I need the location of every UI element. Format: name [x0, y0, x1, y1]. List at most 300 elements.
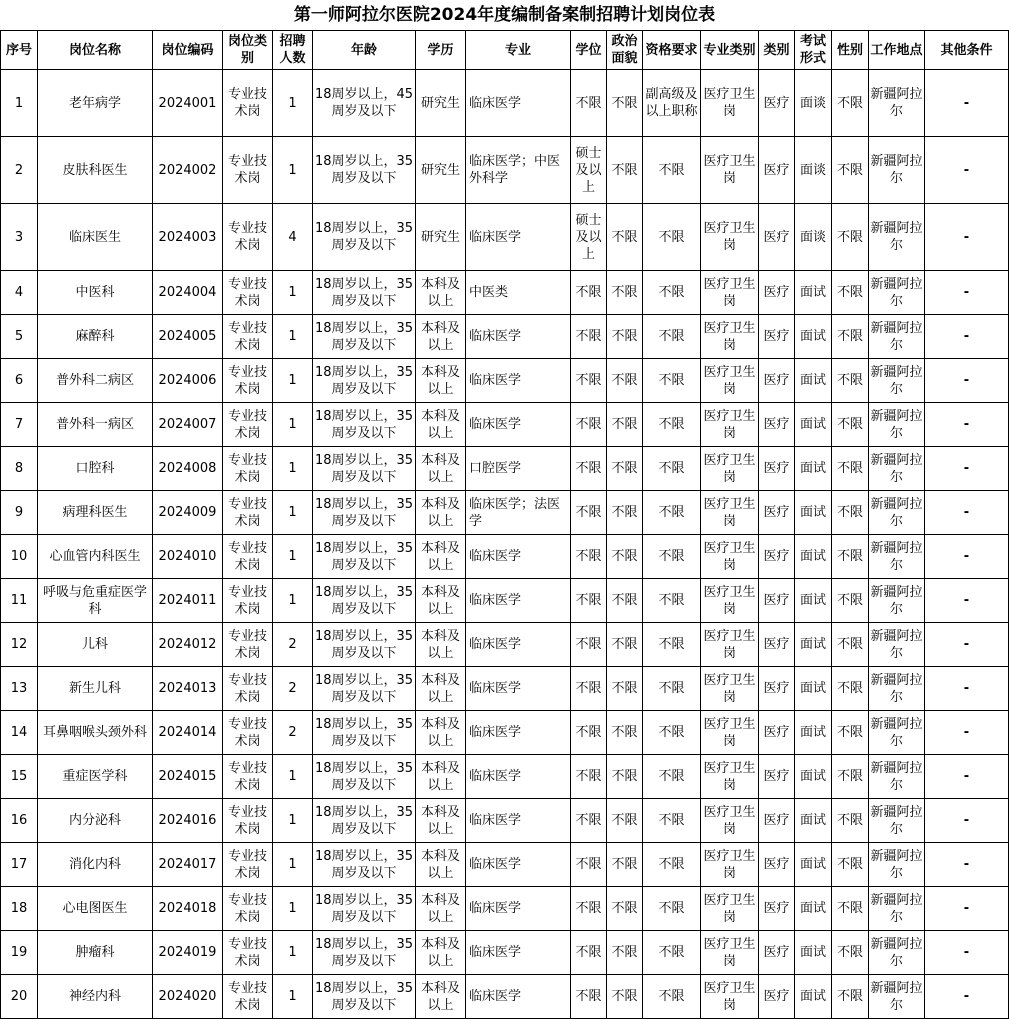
cell-major-category: 医疗卫生岗	[701, 447, 759, 491]
cell-qualification: 不限	[643, 931, 701, 975]
cell-index: 14	[1, 711, 38, 755]
cell-age: 18周岁以上，35周岁及以下	[313, 931, 416, 975]
cell-position-name: 麻醉科	[38, 315, 153, 359]
cell-political-status: 不限	[607, 755, 643, 799]
cell-position-code: 2024015	[153, 755, 223, 799]
cell-exam-form: 面试	[795, 711, 832, 755]
table-row	[1, 137, 1009, 204]
cell-other-conditions: -	[925, 799, 1009, 843]
cell-position-type: 专业技术岗	[223, 403, 273, 447]
cell-headcount: 1	[273, 137, 313, 204]
cell-qualification: 不限	[643, 315, 701, 359]
cell-exam-form: 面谈	[795, 204, 832, 271]
cell-index: 4	[1, 271, 38, 315]
cell-political-status: 不限	[607, 271, 643, 315]
col-header-gender: 性别	[832, 31, 869, 70]
cell-position-code: 2024017	[153, 843, 223, 887]
cell-age: 18周岁以上，35周岁及以下	[313, 667, 416, 711]
cell-category: 医疗	[759, 491, 795, 535]
cell-position-type: 专业技术岗	[223, 271, 273, 315]
cell-position-code: 2024012	[153, 623, 223, 667]
cell-headcount: 1	[273, 271, 313, 315]
col-header-political-status: 政治面貌	[607, 31, 643, 70]
cell-headcount: 2	[273, 623, 313, 667]
cell-gender: 不限	[832, 204, 869, 271]
cell-major-category: 医疗卫生岗	[701, 711, 759, 755]
cell-age: 18周岁以上，35周岁及以下	[313, 491, 416, 535]
col-header-category: 类别	[759, 31, 795, 70]
cell-position-type: 专业技术岗	[223, 887, 273, 931]
cell-major-category: 医疗卫生岗	[701, 403, 759, 447]
cell-other-conditions: -	[925, 70, 1009, 137]
cell-degree: 不限	[571, 535, 607, 579]
cell-exam-form: 面试	[795, 491, 832, 535]
col-header-exam-form: 考试形式	[795, 31, 832, 70]
cell-political-status: 不限	[607, 137, 643, 204]
cell-index: 20	[1, 975, 38, 1019]
cell-position-name: 病理科医生	[38, 491, 153, 535]
cell-major: 临床医学；中医外科学	[466, 137, 571, 204]
cell-position-name: 重症医学科	[38, 755, 153, 799]
cell-headcount: 1	[273, 403, 313, 447]
cell-position-code: 2024013	[153, 667, 223, 711]
cell-headcount: 1	[273, 579, 313, 623]
col-header-headcount: 招聘人数	[273, 31, 313, 70]
cell-work-location: 新疆阿拉尔	[869, 975, 925, 1019]
cell-category: 医疗	[759, 579, 795, 623]
cell-major: 临床医学	[466, 359, 571, 403]
cell-headcount: 1	[273, 887, 313, 931]
cell-gender: 不限	[832, 447, 869, 491]
cell-age: 18周岁以上，35周岁及以下	[313, 623, 416, 667]
cell-position-name: 神经内科	[38, 975, 153, 1019]
cell-other-conditions: -	[925, 359, 1009, 403]
cell-index: 10	[1, 535, 38, 579]
cell-position-name: 呼吸与危重症医学科	[38, 579, 153, 623]
cell-major-category: 医疗卫生岗	[701, 535, 759, 579]
table-row	[1, 667, 1009, 711]
cell-position-name: 肿瘤科	[38, 931, 153, 975]
cell-age: 18周岁以上，35周岁及以下	[313, 843, 416, 887]
cell-other-conditions: -	[925, 271, 1009, 315]
cell-education: 本科及以上	[416, 975, 466, 1019]
cell-degree: 不限	[571, 315, 607, 359]
cell-headcount: 2	[273, 667, 313, 711]
cell-gender: 不限	[832, 799, 869, 843]
cell-major-category: 医疗卫生岗	[701, 579, 759, 623]
cell-index: 9	[1, 491, 38, 535]
cell-degree: 硕士及以上	[571, 204, 607, 271]
cell-other-conditions: -	[925, 623, 1009, 667]
cell-position-type: 专业技术岗	[223, 70, 273, 137]
cell-qualification: 不限	[643, 137, 701, 204]
cell-major-category: 医疗卫生岗	[701, 975, 759, 1019]
cell-position-type: 专业技术岗	[223, 137, 273, 204]
cell-position-code: 2024002	[153, 137, 223, 204]
cell-major-category: 医疗卫生岗	[701, 491, 759, 535]
cell-education: 本科及以上	[416, 491, 466, 535]
cell-education: 本科及以上	[416, 711, 466, 755]
table-row	[1, 799, 1009, 843]
col-header-position-name: 岗位名称	[38, 31, 153, 70]
cell-political-status: 不限	[607, 667, 643, 711]
cell-age: 18周岁以上，35周岁及以下	[313, 799, 416, 843]
cell-exam-form: 面谈	[795, 70, 832, 137]
cell-degree: 不限	[571, 975, 607, 1019]
cell-position-name: 儿科	[38, 623, 153, 667]
cell-category: 医疗	[759, 887, 795, 931]
cell-work-location: 新疆阿拉尔	[869, 843, 925, 887]
cell-gender: 不限	[832, 491, 869, 535]
cell-qualification: 不限	[643, 403, 701, 447]
cell-age: 18周岁以上，35周岁及以下	[313, 315, 416, 359]
cell-headcount: 1	[273, 359, 313, 403]
table-row	[1, 403, 1009, 447]
col-header-index: 序号	[1, 31, 38, 70]
cell-political-status: 不限	[607, 535, 643, 579]
cell-index: 15	[1, 755, 38, 799]
cell-education: 本科及以上	[416, 271, 466, 315]
cell-other-conditions: -	[925, 579, 1009, 623]
cell-education: 本科及以上	[416, 931, 466, 975]
cell-work-location: 新疆阿拉尔	[869, 271, 925, 315]
cell-other-conditions: -	[925, 491, 1009, 535]
cell-position-code: 2024004	[153, 271, 223, 315]
cell-major-category: 医疗卫生岗	[701, 931, 759, 975]
cell-headcount: 1	[273, 70, 313, 137]
cell-major: 临床医学	[466, 975, 571, 1019]
cell-headcount: 1	[273, 535, 313, 579]
cell-work-location: 新疆阿拉尔	[869, 579, 925, 623]
cell-major-category: 医疗卫生岗	[701, 315, 759, 359]
cell-position-type: 专业技术岗	[223, 667, 273, 711]
cell-age: 18周岁以上，35周岁及以下	[313, 137, 416, 204]
cell-gender: 不限	[832, 403, 869, 447]
cell-major-category: 医疗卫生岗	[701, 667, 759, 711]
cell-education: 本科及以上	[416, 843, 466, 887]
cell-age: 18周岁以上，35周岁及以下	[313, 403, 416, 447]
cell-category: 医疗	[759, 271, 795, 315]
cell-position-name: 心电图医生	[38, 887, 153, 931]
table-row	[1, 755, 1009, 799]
cell-index: 6	[1, 359, 38, 403]
table-row	[1, 711, 1009, 755]
cell-political-status: 不限	[607, 931, 643, 975]
cell-education: 本科及以上	[416, 887, 466, 931]
cell-political-status: 不限	[607, 579, 643, 623]
cell-work-location: 新疆阿拉尔	[869, 70, 925, 137]
cell-exam-form: 面试	[795, 447, 832, 491]
cell-position-type: 专业技术岗	[223, 447, 273, 491]
cell-index: 16	[1, 799, 38, 843]
cell-gender: 不限	[832, 843, 869, 887]
cell-position-code: 2024006	[153, 359, 223, 403]
cell-category: 医疗	[759, 204, 795, 271]
cell-work-location: 新疆阿拉尔	[869, 667, 925, 711]
cell-work-location: 新疆阿拉尔	[869, 799, 925, 843]
cell-education: 本科及以上	[416, 799, 466, 843]
cell-age: 18周岁以上，35周岁及以下	[313, 271, 416, 315]
cell-position-name: 心血管内科医生	[38, 535, 153, 579]
col-header-other-conditions: 其他条件	[925, 31, 1009, 70]
cell-position-name: 临床医生	[38, 204, 153, 271]
table-row	[1, 315, 1009, 359]
cell-degree: 不限	[571, 887, 607, 931]
table-row	[1, 535, 1009, 579]
cell-position-type: 专业技术岗	[223, 799, 273, 843]
cell-gender: 不限	[832, 271, 869, 315]
cell-other-conditions: -	[925, 535, 1009, 579]
col-header-work-location: 工作地点	[869, 31, 925, 70]
cell-major-category: 医疗卫生岗	[701, 70, 759, 137]
cell-major: 中医类	[466, 271, 571, 315]
cell-major: 临床医学	[466, 403, 571, 447]
cell-headcount: 1	[273, 491, 313, 535]
cell-major: 临床医学	[466, 623, 571, 667]
cell-headcount: 1	[273, 315, 313, 359]
cell-index: 7	[1, 403, 38, 447]
cell-age: 18周岁以上，35周岁及以下	[313, 204, 416, 271]
cell-index: 13	[1, 667, 38, 711]
cell-qualification: 副高级及以上职称	[643, 70, 701, 137]
cell-index: 2	[1, 137, 38, 204]
cell-major: 临床医学	[466, 843, 571, 887]
cell-qualification: 不限	[643, 447, 701, 491]
cell-category: 医疗	[759, 931, 795, 975]
cell-category: 医疗	[759, 447, 795, 491]
cell-position-name: 消化内科	[38, 843, 153, 887]
cell-major-category: 医疗卫生岗	[701, 755, 759, 799]
cell-major-category: 医疗卫生岗	[701, 137, 759, 204]
cell-major: 临床医学	[466, 711, 571, 755]
cell-gender: 不限	[832, 535, 869, 579]
cell-political-status: 不限	[607, 623, 643, 667]
cell-exam-form: 面试	[795, 755, 832, 799]
cell-other-conditions: -	[925, 843, 1009, 887]
cell-position-type: 专业技术岗	[223, 315, 273, 359]
cell-education: 本科及以上	[416, 755, 466, 799]
cell-gender: 不限	[832, 623, 869, 667]
cell-degree: 不限	[571, 623, 607, 667]
cell-other-conditions: -	[925, 711, 1009, 755]
cell-position-name: 普外科一病区	[38, 403, 153, 447]
table-row	[1, 359, 1009, 403]
table-row	[1, 623, 1009, 667]
cell-index: 1	[1, 70, 38, 137]
cell-degree: 不限	[571, 579, 607, 623]
cell-position-name: 内分泌科	[38, 799, 153, 843]
cell-political-status: 不限	[607, 70, 643, 137]
col-header-major: 专业	[466, 31, 571, 70]
cell-qualification: 不限	[643, 271, 701, 315]
cell-political-status: 不限	[607, 359, 643, 403]
cell-position-type: 专业技术岗	[223, 359, 273, 403]
cell-education: 研究生	[416, 137, 466, 204]
cell-gender: 不限	[832, 711, 869, 755]
cell-major: 口腔医学	[466, 447, 571, 491]
cell-major-category: 医疗卫生岗	[701, 623, 759, 667]
col-header-qualification: 资格要求	[643, 31, 701, 70]
cell-major: 临床医学	[466, 579, 571, 623]
col-header-education: 学历	[416, 31, 466, 70]
cell-position-code: 2024016	[153, 799, 223, 843]
cell-position-type: 专业技术岗	[223, 755, 273, 799]
cell-category: 医疗	[759, 70, 795, 137]
cell-exam-form: 面试	[795, 623, 832, 667]
cell-degree: 不限	[571, 799, 607, 843]
cell-headcount: 1	[273, 799, 313, 843]
cell-gender: 不限	[832, 579, 869, 623]
cell-qualification: 不限	[643, 711, 701, 755]
cell-political-status: 不限	[607, 491, 643, 535]
cell-work-location: 新疆阿拉尔	[869, 447, 925, 491]
cell-gender: 不限	[832, 755, 869, 799]
cell-exam-form: 面试	[795, 931, 832, 975]
cell-age: 18周岁以上，35周岁及以下	[313, 359, 416, 403]
cell-position-code: 2024018	[153, 887, 223, 931]
cell-work-location: 新疆阿拉尔	[869, 359, 925, 403]
cell-position-type: 专业技术岗	[223, 204, 273, 271]
cell-work-location: 新疆阿拉尔	[869, 491, 925, 535]
table-row	[1, 843, 1009, 887]
cell-major: 临床医学	[466, 931, 571, 975]
cell-major-category: 医疗卫生岗	[701, 887, 759, 931]
cell-age: 18周岁以上，45周岁及以下	[313, 70, 416, 137]
cell-category: 医疗	[759, 359, 795, 403]
cell-work-location: 新疆阿拉尔	[869, 535, 925, 579]
cell-gender: 不限	[832, 137, 869, 204]
cell-qualification: 不限	[643, 799, 701, 843]
cell-degree: 不限	[571, 711, 607, 755]
cell-qualification: 不限	[643, 623, 701, 667]
table-row	[1, 579, 1009, 623]
cell-position-code: 2024014	[153, 711, 223, 755]
cell-education: 本科及以上	[416, 667, 466, 711]
table-body	[1, 70, 1009, 1019]
cell-work-location: 新疆阿拉尔	[869, 403, 925, 447]
cell-degree: 不限	[571, 403, 607, 447]
cell-work-location: 新疆阿拉尔	[869, 887, 925, 931]
table-row	[1, 447, 1009, 491]
cell-work-location: 新疆阿拉尔	[869, 204, 925, 271]
cell-category: 医疗	[759, 667, 795, 711]
cell-other-conditions: -	[925, 887, 1009, 931]
cell-qualification: 不限	[643, 843, 701, 887]
cell-category: 医疗	[759, 799, 795, 843]
cell-position-name: 老年病学	[38, 70, 153, 137]
cell-qualification: 不限	[643, 359, 701, 403]
cell-qualification: 不限	[643, 975, 701, 1019]
cell-headcount: 1	[273, 447, 313, 491]
cell-political-status: 不限	[607, 711, 643, 755]
cell-category: 医疗	[759, 711, 795, 755]
cell-position-type: 专业技术岗	[223, 711, 273, 755]
cell-category: 医疗	[759, 535, 795, 579]
cell-political-status: 不限	[607, 447, 643, 491]
cell-qualification: 不限	[643, 579, 701, 623]
cell-education: 本科及以上	[416, 535, 466, 579]
col-header-position-type: 岗位类别	[223, 31, 273, 70]
cell-major-category: 医疗卫生岗	[701, 843, 759, 887]
cell-political-status: 不限	[607, 843, 643, 887]
cell-other-conditions: -	[925, 755, 1009, 799]
cell-index: 18	[1, 887, 38, 931]
cell-other-conditions: -	[925, 975, 1009, 1019]
cell-political-status: 不限	[607, 887, 643, 931]
cell-other-conditions: -	[925, 137, 1009, 204]
cell-degree: 不限	[571, 843, 607, 887]
cell-gender: 不限	[832, 931, 869, 975]
cell-major: 临床医学	[466, 315, 571, 359]
cell-exam-form: 面试	[795, 667, 832, 711]
cell-other-conditions: -	[925, 315, 1009, 359]
cell-degree: 不限	[571, 667, 607, 711]
cell-position-code: 2024010	[153, 535, 223, 579]
cell-qualification: 不限	[643, 667, 701, 711]
cell-position-code: 2024005	[153, 315, 223, 359]
cell-education: 本科及以上	[416, 623, 466, 667]
cell-major: 临床医学	[466, 204, 571, 271]
table-row	[1, 931, 1009, 975]
cell-position-type: 专业技术岗	[223, 579, 273, 623]
cell-age: 18周岁以上，35周岁及以下	[313, 887, 416, 931]
col-header-major-category: 专业类别	[701, 31, 759, 70]
col-header-position-code: 岗位编码	[153, 31, 223, 70]
recruitment-table	[0, 30, 1009, 1019]
cell-age: 18周岁以上，35周岁及以下	[313, 447, 416, 491]
page-title: 第一师阿拉尔医院2024年度编制备案制招聘计划岗位表	[293, 5, 716, 25]
cell-exam-form: 面试	[795, 271, 832, 315]
cell-index: 19	[1, 931, 38, 975]
cell-degree: 不限	[571, 755, 607, 799]
cell-position-type: 专业技术岗	[223, 931, 273, 975]
cell-headcount: 4	[273, 204, 313, 271]
cell-major: 临床医学	[466, 70, 571, 137]
table-row	[1, 491, 1009, 535]
cell-position-code: 2024007	[153, 403, 223, 447]
cell-major: 临床医学	[466, 667, 571, 711]
cell-exam-form: 面试	[795, 843, 832, 887]
cell-gender: 不限	[832, 667, 869, 711]
cell-exam-form: 面试	[795, 579, 832, 623]
table-row	[1, 887, 1009, 931]
cell-other-conditions: -	[925, 931, 1009, 975]
cell-gender: 不限	[832, 359, 869, 403]
cell-other-conditions: -	[925, 667, 1009, 711]
cell-major: 临床医学	[466, 799, 571, 843]
cell-age: 18周岁以上，35周岁及以下	[313, 755, 416, 799]
cell-position-code: 2024009	[153, 491, 223, 535]
cell-index: 8	[1, 447, 38, 491]
cell-major-category: 医疗卫生岗	[701, 204, 759, 271]
cell-category: 医疗	[759, 843, 795, 887]
cell-major-category: 医疗卫生岗	[701, 359, 759, 403]
cell-gender: 不限	[832, 70, 869, 137]
cell-exam-form: 面试	[795, 359, 832, 403]
table-row	[1, 271, 1009, 315]
table-header-row	[1, 31, 1009, 70]
cell-exam-form: 面试	[795, 403, 832, 447]
cell-index: 17	[1, 843, 38, 887]
cell-position-name: 皮肤科医生	[38, 137, 153, 204]
cell-political-status: 不限	[607, 403, 643, 447]
cell-political-status: 不限	[607, 799, 643, 843]
cell-position-name: 新生儿科	[38, 667, 153, 711]
cell-degree: 不限	[571, 447, 607, 491]
cell-work-location: 新疆阿拉尔	[869, 315, 925, 359]
cell-work-location: 新疆阿拉尔	[869, 755, 925, 799]
cell-category: 医疗	[759, 403, 795, 447]
